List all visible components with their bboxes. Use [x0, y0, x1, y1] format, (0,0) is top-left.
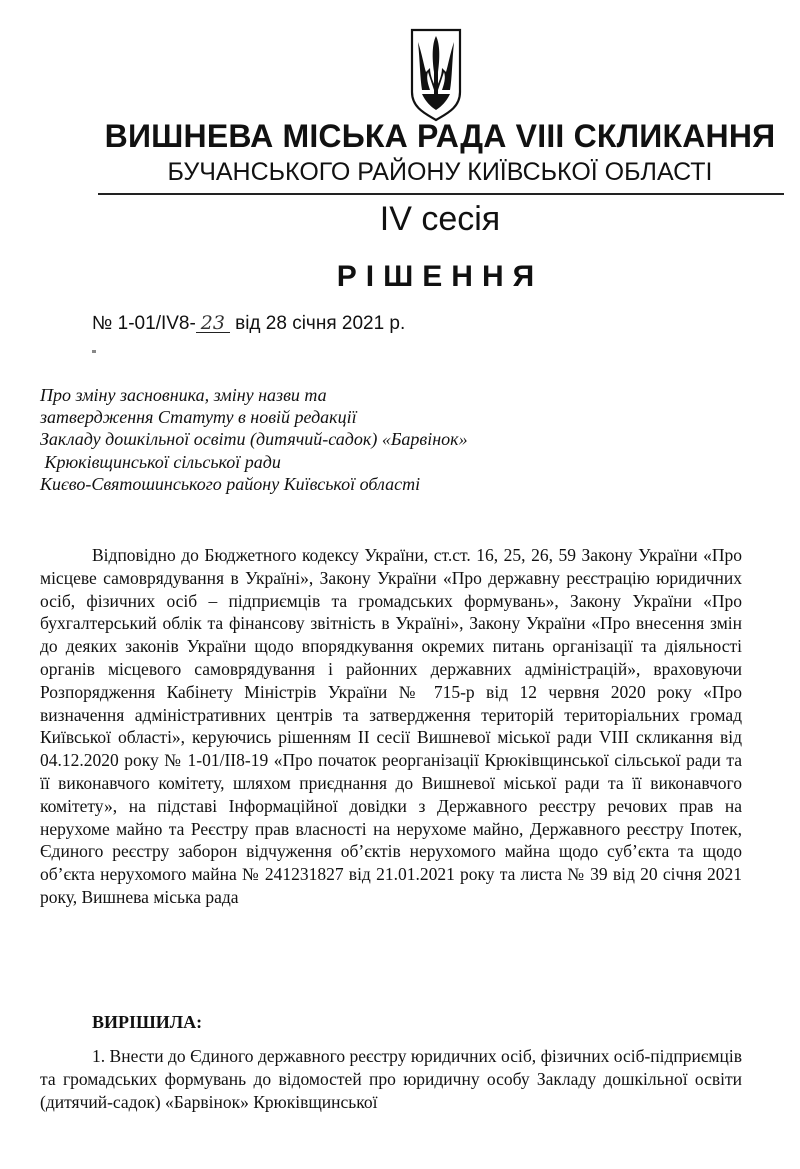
document-type-title: РІШЕННЯ	[336, 260, 544, 293]
item-paragraph: 1. Внести до Єдиного державного реєстру юридичних осіб, фізичних осіб-підприємців та громадських формувань до відомостей про юридичну особу Закладу дошкільної освіти (дитячий-садок) «Барвінок» Крюківщинської	[40, 1046, 742, 1112]
number-prefix: № 1-01/IV8-	[92, 313, 196, 334]
scan-mark	[92, 350, 96, 353]
decision-subject	[40, 384, 600, 495]
subject-line: затвердження Статуту в новій редакції	[40, 407, 357, 428]
subject-line: Києво-Святошинського району Київської області	[40, 473, 421, 494]
subject-line: Крюківщинської сільської ради	[40, 451, 281, 472]
tryzub-icon	[408, 28, 464, 122]
council-name: ВИШНЕВА МІСЬКА РАДА VIII СКЛИКАННЯ	[104, 118, 776, 154]
handwritten-number: 23	[196, 314, 230, 333]
decision-item-1	[40, 1045, 742, 1113]
preamble-block	[40, 544, 742, 909]
subject-line: Про зміну засновника, зміну назви та	[40, 385, 327, 405]
decision-number	[92, 313, 405, 335]
number-date: від 28 січня 2021 р.	[229, 313, 406, 334]
subject-line: Закладу дошкільної освіти (дитячий-садок) «Барвінок»	[40, 429, 468, 450]
preamble-paragraph: Відповідно до Бюджетного кодексу України, ст.ст. 16, 25, 26, 59 Закону України «Про місцеве самоврядування в Україні», Закону України «Про державну реєстрацію юридичних осіб, фізичних осіб – підприємців та громадських формувань», Закону України «Про бухгалтерський облік та фінансову звітність в Україні», Закону України «Про внесення змін до деяких законів України щодо впорядкування окремих питань організації та діяльності органів місцевого самоврядування і районних державних адміністрацій», враховуючи Розпорядження Кабінету Міністрів України № 715-р від 12 червня 2020 року «Про визначення адміністративних центрів та затвердження територій територіальних громад Київської області», керуючись рішенням ІІ сесії Вишневої міської ради VIII скликання від 04.12.2020 року № 1-01/ІІ8-19 «Про початок реорганізації Крюківщинської сільської ради та її виконавчого комітету, шляхом приєднання до Вишневої міської ради та її виконавчого комітету», на підставі Інформаційної довідки з Державного реєстру речових прав на нерухоме майно та Реєстру прав власності на нерухоме майно, Державного реєстру Іпотек, Єдиного реєстру заборон відчуження об’єктів нерухомого майна щодо суб’єкта та щодо об’єкта нерухомого майна № 241231827 від 21.01.2021 року та листа № 39 від 20 січня 2021 року, Вишнева міська рада	[40, 545, 742, 907]
header-divider	[98, 193, 784, 195]
session-label: IV сесія	[379, 200, 501, 238]
district-name: БУЧАНСЬКОГО РАЙОНУ КИЇВСЬКОЇ ОБЛАСТІ	[167, 158, 713, 186]
decided-label: ВИРІШИЛА:	[92, 1012, 203, 1032]
